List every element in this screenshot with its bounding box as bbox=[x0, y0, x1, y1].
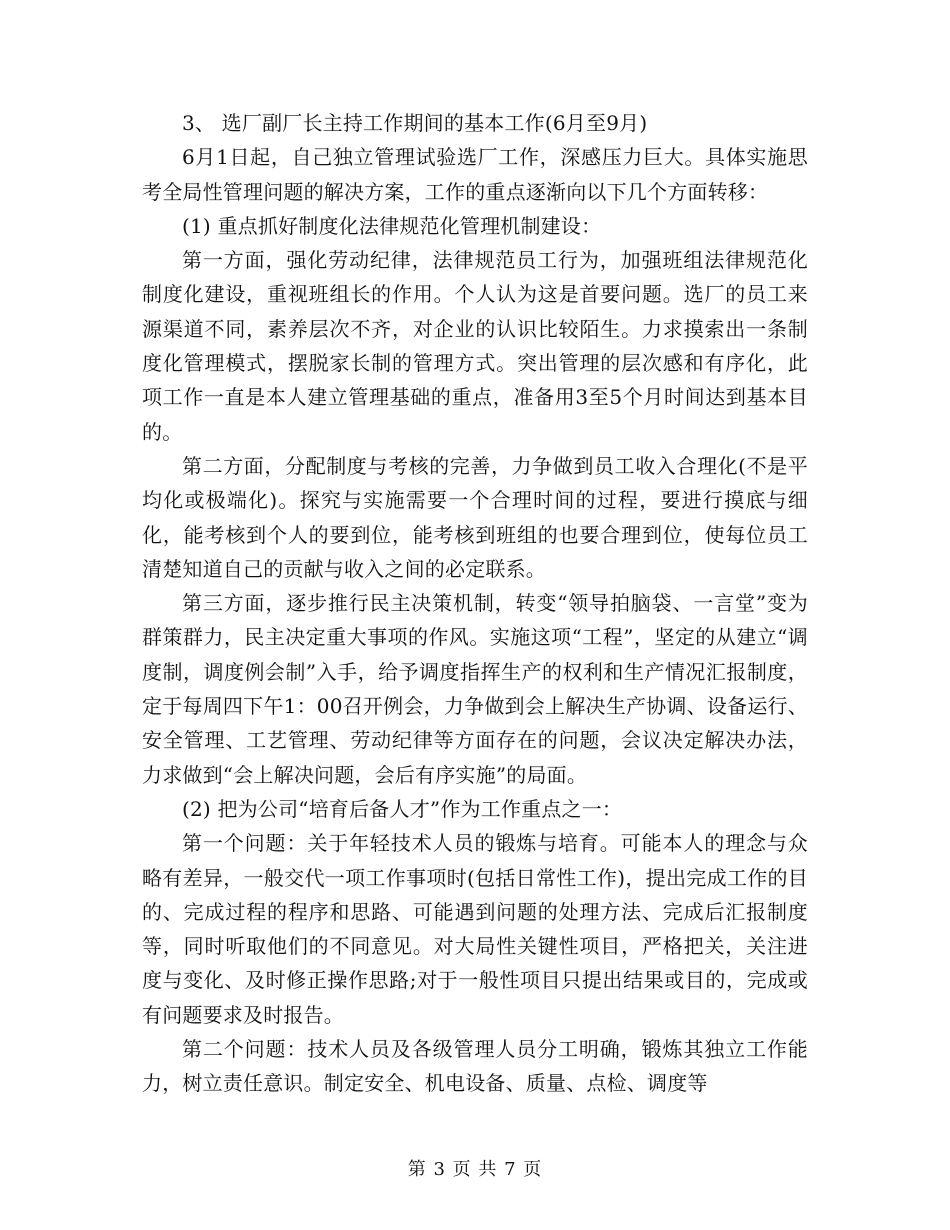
paragraph-third-aspect: 第三方面，逐步推行民主决策机制，转变“领导拍脑袋、一言堂”变为群策群力，民主决定重大事项的作风。实施这项“工程”，坚定的从建立“调度制，调度例会制”入手，给予调度指挥生产的权利和生产情况汇报制度，定于每周四下午1：00召开例会，力争做到会上解决生产协调、设备运行、安全管理、工艺管理、劳动纪律等方面存在的问题，会议决定解决办法，力求做到“会上解决问题，会后有序实施”的局面。 bbox=[142, 591, 808, 787]
paragraph-intro: 6月1日起，自己独立管理试验选厂工作，深感压力巨大。具体实施思考全局性管理问题的解决方案，工作的重点逐渐向以下几个方面转移： bbox=[142, 145, 808, 204]
paragraph-first-issue: 第一个问题：关于年轻技术人员的锻炼与培育。可能本人的理念与众略有差异，一般交代一项工作事项时(包括日常性工作)，提出完成工作的目的、完成过程的程序和思路、可能遇到问题的处理方法、完成后汇报制度等，同时听取他们的不同意见。对大局性关键性项目，严格把关，关注进度与变化、及时修正操作思路;对于一般性项目只提出结果或目的，完成或有问题要求及时报告。 bbox=[142, 831, 808, 1027]
paragraph-second-aspect: 第二方面，分配制度与考核的完善，力争做到员工收入合理化(不是平均化或极端化)。探究与实施需要一个合理时间的过程，要进行摸底与细化，能考核到个人的要到位，能考核到班组的也要合理到位，使每位员工清楚知道自己的贡献与收入之间的必定联系。 bbox=[142, 453, 808, 581]
subheading-2: (2) 把为公司“培育后备人才”作为工作重点之一： bbox=[182, 796, 623, 821]
page-footer: 第 3 页 共 7 页 bbox=[407, 1159, 543, 1180]
paragraph-first-aspect: 第一方面，强化劳动纪律，法律规范员工行为，加强班组法律规范化制度化建设，重视班组长的作用。个人认为这是首要问题。选厂的员工来源渠道不同，素养层次不齐，对企业的认识比较陌生。力求摸索出一条制度化管理模式，摆脱家长制的管理方式。突出管理的层次感和有序化，此项工作一直是本人建立管理基础的重点，准备用3至5个月时间达到基本目的。 bbox=[142, 248, 808, 444]
section-heading-3: 3、 选厂副厂长主持工作期间的基本工作(6月至9月) bbox=[182, 111, 648, 135]
paragraph-second-issue: 第二个问题：技术人员及各级管理人员分工明确，锻炼其独立工作能力，树立责任意识。制定安全、机电设备、质量、点检、调度等 bbox=[142, 1037, 808, 1096]
subheading-1: (1) 重点抓好制度化法律规范化管理机制建设： bbox=[182, 213, 602, 238]
document-body bbox=[142, 106, 808, 1101]
